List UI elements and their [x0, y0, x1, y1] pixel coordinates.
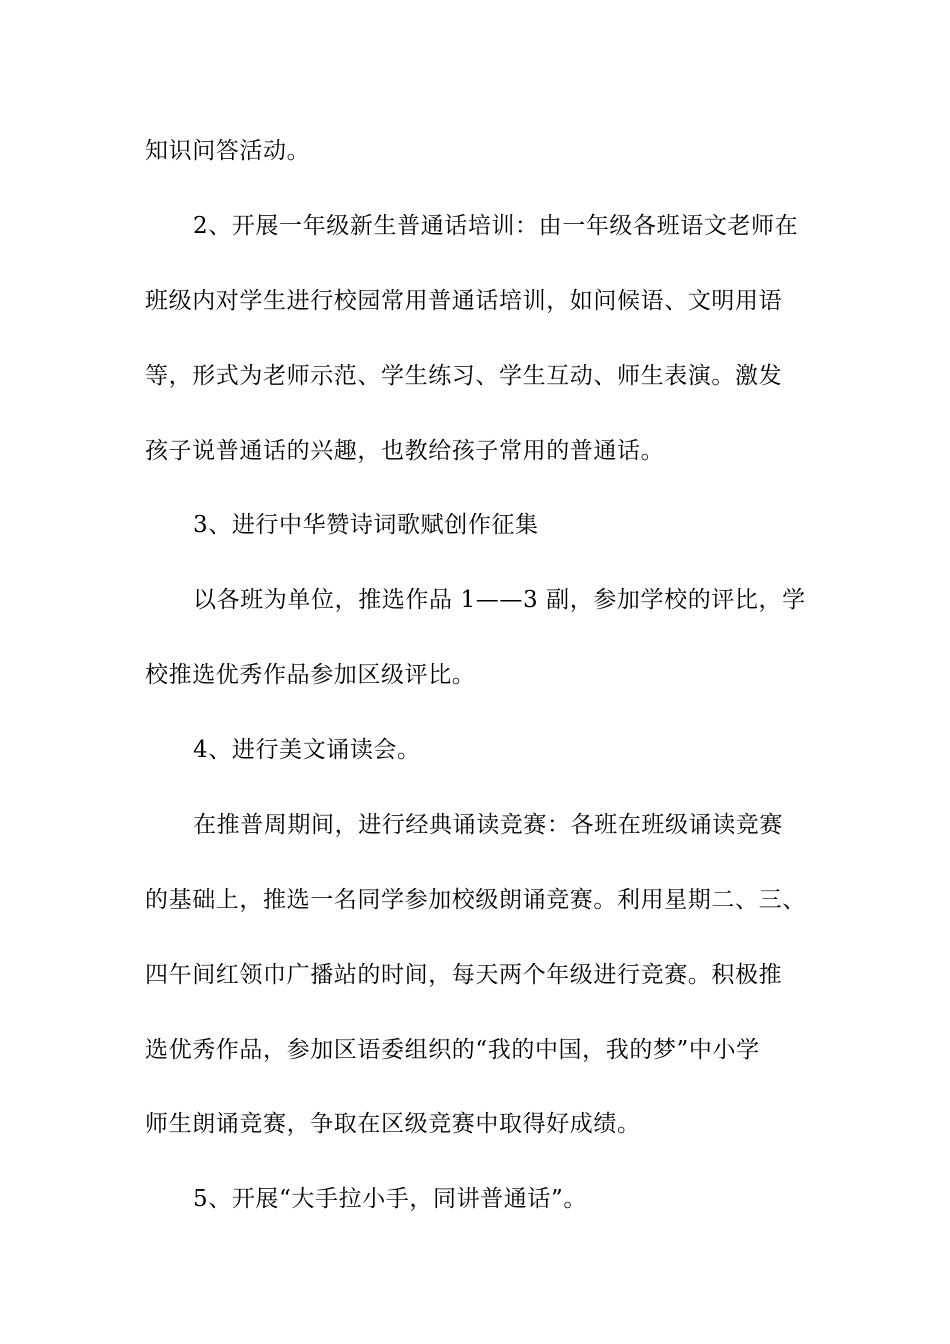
text-line: 师生朗诵竞赛，争取在区级竞赛中取得好成绩。	[145, 1111, 641, 1137]
text-line: 以各班为单位，推选作品 1——3 副，参加学校的评比，学	[193, 587, 806, 613]
text-line: 孩子说普通话的兴趣，也教给孩子常用的普通话。	[145, 438, 665, 464]
item-2-heading: 2、开展一年级新生普通话培训：由一年级各班语文老师在	[193, 213, 799, 239]
text-line: 选优秀作品，参加区语委组织的“我的中国，我的梦”中小学	[145, 1037, 760, 1063]
item-4-heading: 4、进行美文诵读会。	[193, 737, 421, 763]
text-line: 知识问答活动。	[145, 138, 311, 164]
text-line: 四午间红领巾广播站的时间，每天两个年级进行竞赛。积极推	[145, 962, 783, 988]
text-line: 校推选优秀作品参加区级评比。	[145, 662, 476, 688]
item-3-heading: 3、进行中华赞诗词歌赋创作征集	[193, 512, 539, 538]
text-line: 班级内对学生进行校园常用普通话培训，如问候语、文明用语	[145, 288, 783, 314]
item-5-heading: 5、开展“大手拉小手，同讲普通话”。	[193, 1186, 587, 1212]
text-line: 等，形式为老师示范、学生练习、学生互动、师生表演。激发	[145, 363, 783, 389]
text-line: 在推普周期间，进行经典诵读竞赛：各班在班级诵读竞赛	[193, 812, 783, 838]
text-line: 的基础上，推选一名同学参加校级朗诵竞赛。利用星期二、三、	[145, 887, 806, 913]
